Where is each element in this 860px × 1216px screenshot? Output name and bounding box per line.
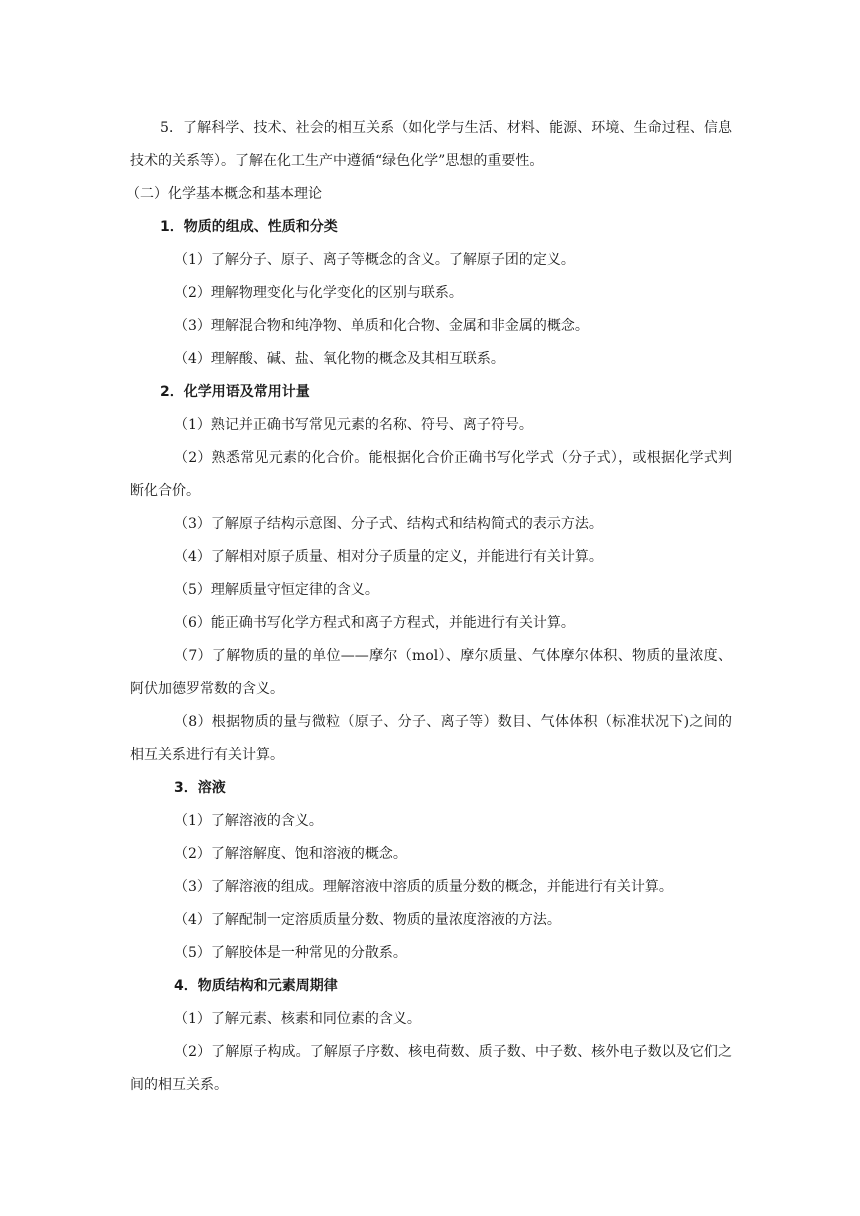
list-item: （2）了解原子构成。了解原子序数、核电荷数、质子数、中子数、核外电子数以及它们之间的相互关系。 [130,1044,732,1093]
list-item: （2）熟悉常见元素的化合价。能根据化合价正确书写化学式（分子式），或根据化学式判断化合价。 [130,450,732,499]
document-page [126,112,732,1102]
list-item: （1）了解元素、核素和同位素的含义。 [174,1011,421,1027]
list-item: （3）了解原子结构示意图、分子式、结构式和结构简式的表示方法。 [174,516,603,532]
subsection-heading-1: 1．物质的组成、性质和分类 [160,219,338,235]
subsection-heading-4: 4．物质结构和元素周期律 [174,978,338,994]
subsection-heading-3: 3．溶液 [174,780,226,796]
list-item: （3）理解混合物和纯净物、单质和化合物、金属和非金属的概念。 [174,318,589,334]
list-item: （1）了解溶液的含义。 [174,813,323,829]
list-item: （8）根据物质的量与微粒（原子、分子、离子等）数目、气体体积（标准状况下)之间的相互关系进行有关计算。 [130,714,732,763]
list-item: （7）了解物质的量的单位——摩尔（mol）、摩尔质量、气体摩尔体积、物质的量浓度、阿伏加德罗常数的含义。 [130,648,732,697]
list-item: （3）了解溶液的组成。理解溶液中溶质的质量分数的概念，并能进行有关计算。 [174,879,673,895]
list-item: （4）了解相对原子质量、相对分子质量的定义，并能进行有关计算。 [174,549,603,565]
list-item: （6）能正确书写化学方程式和离子方程式，并能进行有关计算。 [174,615,575,631]
section-title-2: （二）化学基本概念和基本理论 [126,186,322,202]
list-item: （5）理解质量守恒定律的含义。 [174,582,379,598]
paragraph-item-5: 5．了解科学、技术、社会的相互关系（如化学与生活、材料、能源、环境、生命过程、信息技术的关系等）。了解在化工生产中遵循“绿色化学”思想的重要性。 [130,120,732,169]
list-item: （4）理解酸、碱、盐、氧化物的概念及其相互联系。 [174,351,505,367]
subsection-heading-2: 2．化学用语及常用计量 [160,384,310,400]
list-item: （2）了解溶解度、饱和溶液的概念。 [174,846,407,862]
list-item: （1）了解分子、原子、离子等概念的含义。了解原子团的定义。 [174,252,575,268]
list-item: （4）了解配制一定溶质质量分数、物质的量浓度溶液的方法。 [174,912,561,928]
list-item: （1）熟记并正确书写常见元素的名称、符号、离子符号。 [174,417,533,433]
list-item: （2）理解物理变化与化学变化的区别与联系。 [174,285,463,301]
list-item: （5）了解胶体是一种常见的分散系。 [174,945,407,961]
